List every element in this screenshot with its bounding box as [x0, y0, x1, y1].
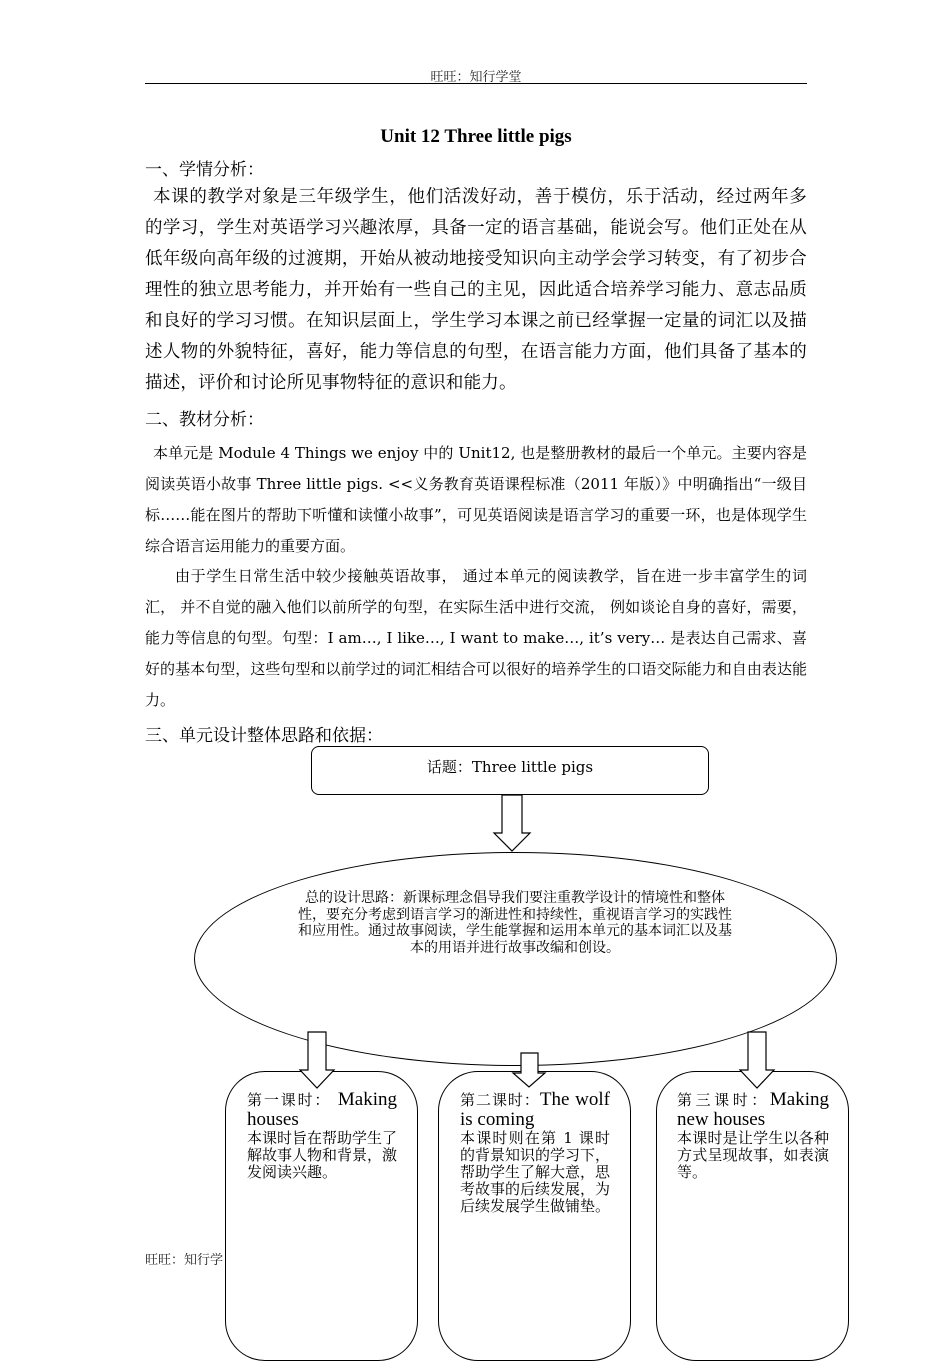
lesson-1-desc: 本课时旨在帮助学生了解故事人物和背景，激发阅读兴趣。: [247, 1129, 398, 1181]
lesson-2-title: The wolf is coming: [460, 1089, 610, 1130]
page-footer: 旺旺：知行学: [145, 1253, 224, 1268]
topic-text: 话题：Three little pigs: [426, 758, 594, 776]
lesson-1-title: Making houses: [247, 1089, 397, 1130]
section-2-text-a: 本单元是 Module 4 Things we enjoy 中的 Unit12, 也是整册教材的最后一个单元。主要内容是阅读英语小故事 Three little pigs. <<义务教育英语课程标准（2011 年版）》中明确指出“一级目标……能在图片的帮助下听懂和读懂小故事”，可见英语阅读是语言学习的重要一环，也是体现学生综合语言运用能力的重要方面。: [145, 444, 807, 555]
lesson-2-label: 第二课时：: [460, 1091, 540, 1109]
lesson-3-desc: 本课时是让学生以各种方式呈现故事，如表演等。: [677, 1129, 829, 1181]
lesson-2-content: [460, 1090, 610, 1215]
lesson-2-desc: 本课时则在第 1 课时的背景知识的学习下，帮助学生了解大意，思考故事的后续发展，为后续发展学生做铺垫。: [460, 1129, 611, 1215]
overall-design-text: 总的设计思路：新课标理念倡导我们要注重教学设计的情境性和整体性，要充分考虑到语言学习的渐进性和持续性，重视语言学习的实践性和应用性。通过故事阅读，学生能掌握和运用本单元的基本词汇以及基本的用语并进行故事改编和创设。: [298, 890, 732, 956]
header-rule: [145, 83, 807, 84]
lesson-1-label: 第一课时：: [247, 1091, 332, 1109]
section-1-text: 本课的教学对象是三年级学生，他们活泼好动，善于模仿，乐于活动，经过两年多的学习，学生对英语学习兴趣浓厚，具备一定的语言基础，能说会写。他们正处在从低年级向高年级的过渡期，开始从被动地接受知识向主动学会学习转变，有了初步合理性的独立思考能力，并开始有一些自己的主见，因此适合培养学习能力、意志品质和良好的学习习惯。在知识层面上，学生学习本课之前已经掌握一定量的词汇以及描述人物的外貌特征，喜好，能力等信息的句型，在语言能力方面，他们具备了基本的描述，评价和讨论所见事物特征的意识和能力。: [145, 187, 807, 393]
lesson-1-content: [247, 1090, 397, 1181]
page-header: 旺旺：知行学堂: [430, 70, 522, 85]
down-arrow-icon: [512, 1053, 548, 1089]
topic-box: [311, 746, 709, 795]
section-3-heading: 三、单元设计整体思路和依据：: [145, 726, 383, 746]
lesson-3-content: [677, 1090, 829, 1181]
section-1-heading: 一、学情分析：: [145, 160, 264, 180]
down-arrow-icon: [298, 1032, 338, 1090]
section-2-text-b: 由于学生日常生活中较少接触英语故事， 通过本单元的阅读教学，旨在进一步丰富学生的词汇， 并不自觉的融入他们以前所学的句型，在实际生活中进行交流， 例如谈论自身的喜好，需要，能力等信息的句型。句型：I am…, I like…, I want to make…, it’s very… 是表达自己需求、喜好的基本句型，这些句型和以前学过的词汇相结合可以很好的培养学生的口语交际能力和自由表达能力。: [145, 567, 807, 709]
section-2-heading: 二、教材分析：: [145, 410, 264, 430]
lesson-3-label: 第三课时：: [677, 1091, 770, 1109]
down-arrow-icon: [738, 1032, 778, 1090]
down-arrow-icon: [492, 795, 532, 853]
lesson-3-title: Making new houses: [677, 1089, 829, 1130]
document-title: Unit 12 Three little pigs: [380, 126, 572, 147]
